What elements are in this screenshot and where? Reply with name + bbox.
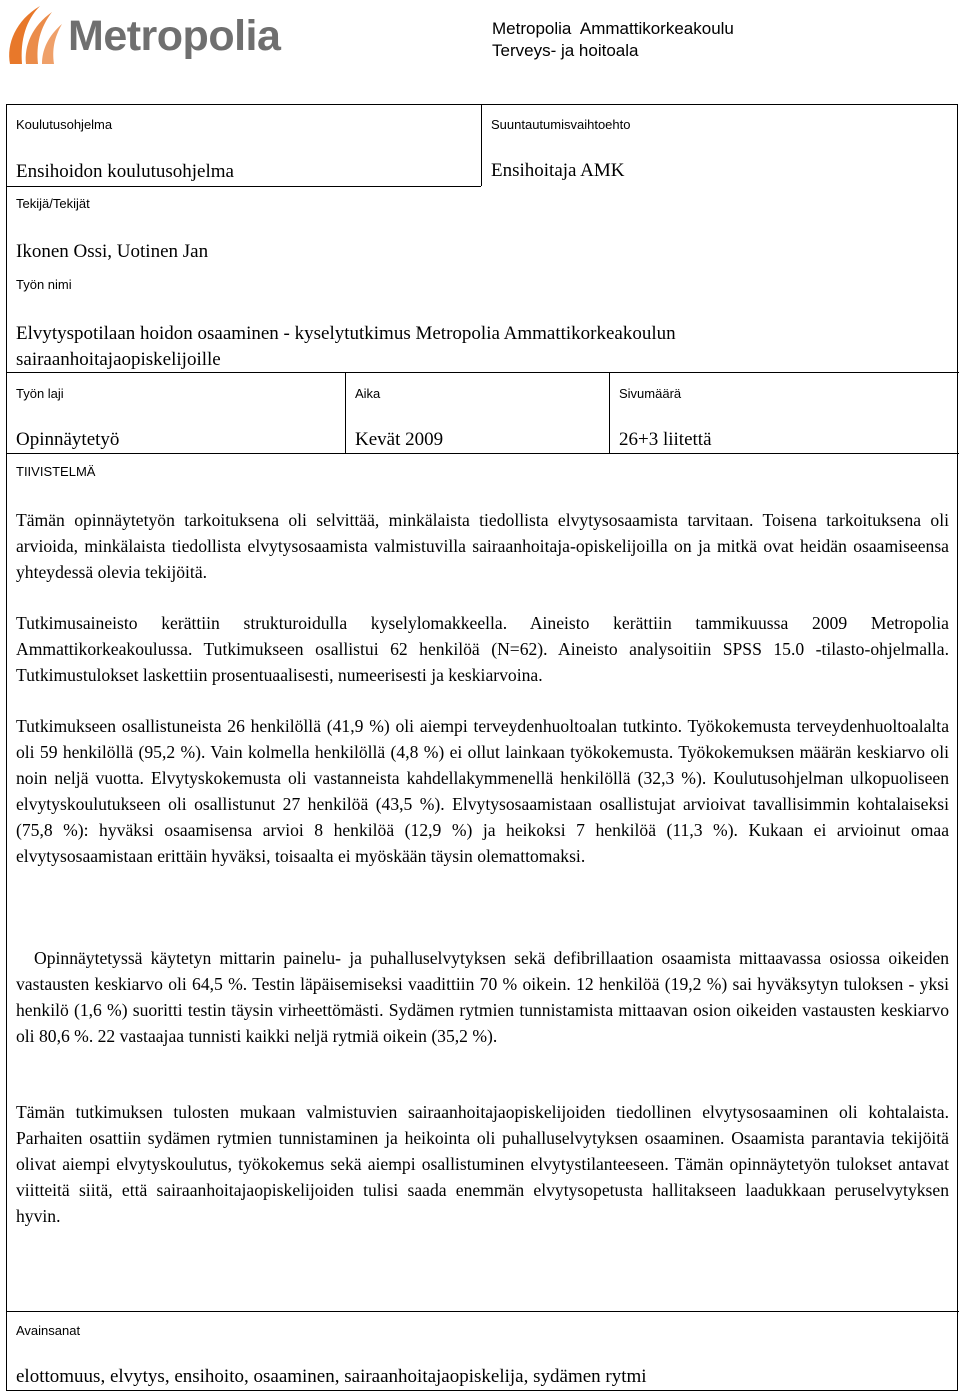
abstract-paragraph: Tämän tutkimuksen tulosten mukaan valmistuvien sairaanhoitajaopiskelijoiden tiedollinen elvytysosaaminen oli kohtalaista. Parhaiten osattiin sydämen rytmien tunnistaminen ja heikointa oli puhalluselvytyksen osaaminen. Osaamista parantavia tekijöitä olivat aiempi elvytyskoulutus, työkokemus sekä aiempi osallistuminen elvytystilanteeseen. Tämän opinnäytetyön tulokset antavat viitteitä siitä, että sairaanhoitajaopiskelijoiden tulisi saada enemmän elvytysopetusta hallitakseen laadukkaan peruselvytyksen hyvin. — [16, 1102, 949, 1226]
logo-flame-icon — [6, 2, 68, 66]
authors-label: Tekijä/Tekijät — [16, 196, 90, 211]
divider-vertical-time — [609, 372, 610, 453]
abstract-paragraph: Tutkimusaineisto kerättiin strukturoidulla kyselylomakkeella. Aineisto kerättiin tammikuussa 2009 Metropolia Ammattikorkeakoulussa. Tutkimukseen osallistui 62 henkilöä (N=62). Aineisto analysoitiin SPSS 15.0 -tilasto-ohjelmalla. Tutkimustulokset laskettiin prosentuaalisesti, numeerisesti ja keskiarvoina. — [16, 613, 949, 685]
abstract-paragraph: Tutkimukseen osallistuneista 26 henkilöllä (41,9 %) oli aiempi terveydenhuoltoalan tutkinto. Työkokemusta terveydenhuoltoalalta oli 59 henkilöllä (95,2 %). Vain kolmella henkilöllä (4,8 %) ei ollut lainkaan työkokemusta. Työkokemuksen määrän keskiarvo oli noin neljä vuotta. Elvytyskokemusta oli vastanneista kahdellakymmenellä henkilöllä (32,3 %). Koulutusohjelman ulkopuoliseen elvytyskoulutukseen oli osallistunut 27 henkilöä (43,5 %). Elvytysosaamistaan osallistujat arvioivat tavallisimmin kohtalaiseksi (75,8 %): hyväksi osaamisensa arvioi 8 henkilöä (12,9 %) ja heikoksi 7 henkilöä (11,3 %). Kukaan ei arvioinut omaa elvytysosaamistaan erittäin hyväksi, toisaalta ei myöskään täysin olemattomaksi. — [16, 716, 949, 866]
abstract-form — [6, 104, 958, 1391]
abstract-paragraph: Opinnäytetyssä käytetyn mittarin painelu- ja puhalluselvytyksen sekä defibrillaation osaamista mittaavassa osiossa oikeiden vastausten keskiarvo oli 64,5 %. Testin läpäisemiseksi vaadittiin 70 % oikein. 12 henkilöä (19,2 %) sai hyväksytyn tuloksen - yksi henkilö (1,6 %) suoritti testin täysin virheettömästi. Sydämen rytmien tunnistamista mittaavan osion oikeiden vastausten keskiarvo oli 80,6 %. 22 vastaajaa tunnisti kaikki neljä rytmiä oikein (35,2 %). — [16, 948, 949, 1046]
specialisation-label: Suuntautumisvaihtoehto — [491, 117, 631, 132]
department-name: Terveys- ja hoitoala — [492, 41, 639, 60]
divider-vertical-type — [345, 372, 346, 453]
institution-name: Metropolia Ammattikorkeakoulu — [492, 19, 734, 38]
keywords-value: elottomuus, elvytys, ensihoito, osaaminen, sairaanhoitajaopiskelija, sydämen rytmi — [16, 1366, 647, 1387]
divider-vertical-top — [481, 105, 482, 186]
logo-wordmark: Metropolia — [68, 12, 281, 60]
work-type-label: Työn laji — [16, 386, 64, 401]
institution-header — [492, 18, 734, 62]
divider-programme — [7, 186, 481, 187]
work-type-value: Opinnäytetyö — [16, 429, 120, 450]
divider-info-abstract — [7, 453, 959, 454]
metropolia-logo — [6, 2, 281, 66]
abstract-paragraph: Tämän opinnäytetyön tarkoituksena oli selvittää, minkälaista tiedollista elvytysosaamista tarvitaan. Toisena tarkoituksena oli arvioida, minkälaista tiedollista elvytysosaamista valmistuvilla sairaanhoitaja-opiskelijoilla on ja mitkä ovat heidän osaamiseensa yhteydessä olevia tekijöitä. — [16, 510, 949, 582]
specialisation-value: Ensihoitaja AMK — [491, 160, 625, 181]
authors-value: Ikonen Ossi, Uotinen Jan — [16, 241, 209, 262]
programme-label: Koulutusohjelma — [16, 117, 113, 132]
page-count-label: Sivumäärä — [619, 386, 682, 401]
thesis-title-value: Elvytyspotilaan hoidon osaaminen - kyselytutkimus Metropolia Ammattikorkeakoulun sairaanhoitajaopiskelijoille — [16, 323, 676, 370]
time-label: Aika — [355, 386, 381, 401]
page-count-value: 26+3 liitettä — [619, 429, 712, 450]
keywords-label: Avainsanat — [16, 1323, 81, 1338]
divider-abstract-keywords — [7, 1311, 959, 1312]
programme-value: Ensihoidon koulutusohjelma — [16, 161, 234, 182]
abstract-label: TIIVISTELMÄ — [16, 464, 96, 479]
thesis-title-label: Työn nimi — [16, 277, 72, 292]
time-value: Kevät 2009 — [355, 429, 444, 450]
